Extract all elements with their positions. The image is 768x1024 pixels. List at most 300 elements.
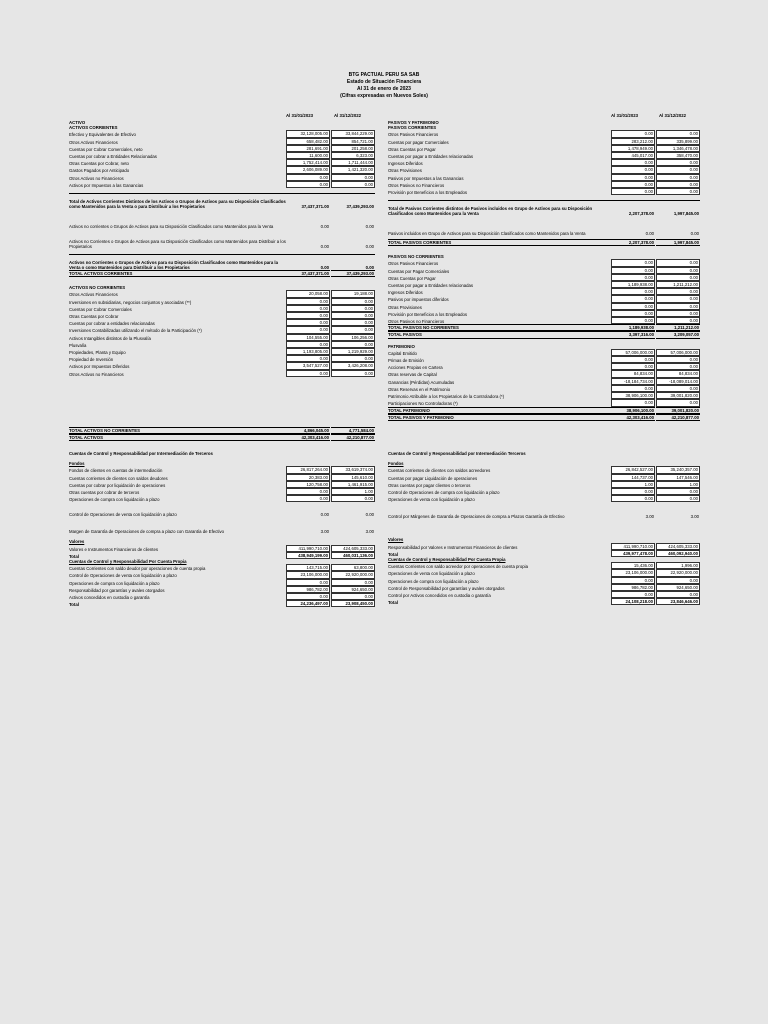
table-row [388, 495, 700, 502]
row-label: Fondos de clientes en cuentas de intermediación [69, 468, 163, 474]
section-pasivos-corrientes: PASIVOS CORRIENTES [388, 125, 437, 131]
value-2023: 0.00 [286, 298, 330, 305]
value-2022: 0.00 [656, 259, 700, 266]
table-row [388, 281, 700, 288]
value-2023: 3.00 [320, 529, 329, 535]
memo-right-valores-row [388, 543, 700, 550]
row-label: Total de Activos Corrientes Distintos de los Activos o Grupos de Activos para su Disposición Clasificados como Mantenidos para la Venta o para Distribuir a los Propietarios [69, 198, 286, 209]
memo-right-margen [388, 507, 700, 519]
row-label: Propiedad de Inversión [69, 357, 114, 363]
value-2023: 144,737.00 [611, 474, 655, 481]
value-2023: 38,906,100.00 [611, 392, 655, 399]
value-2022: 0.00 [656, 303, 700, 310]
value-2022: 335,899.00 [656, 138, 700, 145]
row-label: Otras Cuentas por Pagar [388, 146, 436, 152]
value-2022: 0.00 [365, 243, 374, 249]
value-2022: 0.00 [656, 166, 700, 173]
value-2023: 0.00 [611, 495, 655, 502]
table-row [69, 130, 375, 137]
value-2023: 2,207,378.00 [611, 239, 655, 246]
table-row [69, 138, 375, 145]
value-2023: 0.00 [611, 259, 655, 266]
value-2022: 19,188.00 [331, 290, 375, 297]
row-label: Propiedades, Planta y Equipo [69, 350, 126, 356]
value-2022: 3.00 [690, 514, 699, 520]
value-2022: -18,089,014.00 [656, 378, 700, 385]
table-row [69, 579, 375, 586]
total-pasivos-patrimonio [388, 414, 700, 421]
value-2022: 3.00 [365, 529, 374, 535]
row-label: Operaciones de venta con liquidación a plazo [388, 497, 475, 503]
total-pasivos-distintos [388, 200, 700, 216]
row-label: TOTAL PASIVOS Y PATRIMONIO [388, 414, 611, 421]
row-label: Activos no corrientes o Grupos de Activos para su Disposición Clasificados como Mantenidos para la Venta [69, 223, 274, 229]
table-row [69, 145, 375, 152]
table-row [388, 259, 700, 266]
value-2023: 26,842,527.00 [611, 466, 655, 473]
statement-title: Estado de Situación Financiera [346, 79, 422, 85]
value-2022: 924,650.00 [331, 586, 375, 593]
value-2022: 1.00 [331, 488, 375, 495]
value-2023: 0.00 [611, 130, 655, 137]
row-label: Pasivos por Impuestos a las Ganancias [388, 175, 464, 181]
liabilities-column [388, 120, 700, 421]
value-2023: 2,207,378.00 [628, 211, 654, 217]
table-row [388, 488, 700, 495]
value-2022: 57,006,000.00 [656, 349, 700, 356]
value-2022: 0.00 [331, 355, 375, 362]
row-label: Responsabilidad por garantías y avales otorgados [69, 587, 165, 593]
value-2023: 42,303,416.00 [611, 414, 655, 421]
activos-mantenidos-venta [69, 214, 375, 229]
section-activos-no-corrientes: ACTIVOS NO CORRIENTES [69, 285, 126, 291]
value-2022: 4,771,584.00 [331, 427, 375, 434]
row-label: Operaciones de compra con liquidación a plazo [69, 580, 160, 586]
table-row [69, 290, 375, 297]
value-2022: 0.00 [656, 363, 700, 370]
value-2022: 0.00 [656, 488, 700, 495]
memo-right-propia-list [388, 562, 700, 598]
value-2023: 986,782.00 [286, 586, 330, 593]
row-label: Otras Cuentas por Cobrar [69, 314, 119, 320]
row-label: Activos no Corrientes o Grupos de Activos para su Disposición Clasificados como Mantenidos para la Venta o como Mantenidos para Distribuir a los Propietarios [69, 259, 279, 270]
row-label: Operaciones de venta con liquidación a plazo [388, 571, 475, 577]
total-pasivos [388, 331, 700, 338]
memo-left-control [69, 507, 375, 517]
table-row [69, 319, 375, 326]
row-label: Otros Activos no Financieros [69, 371, 124, 377]
row-label: Cuentas por pagar Liquidación de operaciones [388, 475, 478, 481]
current-liabilities-list [388, 130, 700, 195]
row-label: Cuentas Corrientes con saldo deudor por operaciones de cuenta propia [69, 566, 206, 572]
row-label: Cuentas por pagar a Entidades relacionadas [388, 154, 474, 160]
table-row [69, 370, 375, 377]
value-2023: 0.00 [611, 356, 655, 363]
left-col-head-2023: Al 31/01/2023 [286, 113, 313, 118]
value-2023: 0.00 [286, 495, 330, 502]
value-2022: 145,610.00 [331, 474, 375, 481]
section-activos-corrientes: ACTIVOS CORRIENTES [69, 125, 118, 131]
memo-right-fondos: Fondos [388, 461, 404, 467]
current-assets-list [69, 130, 375, 188]
value-2022: 3,426,208.00 [331, 362, 375, 369]
total-pasivos-corrientes [388, 236, 700, 246]
table-row [388, 481, 700, 488]
value-2023: 37,437,371.00 [286, 270, 330, 277]
activos-mantenidos-distribuir [69, 234, 375, 249]
value-2022: 0.00 [331, 579, 375, 586]
table-row [69, 152, 375, 159]
table-row [388, 310, 700, 317]
company-name: BTG PACTUAL PERU SA SAB [348, 72, 420, 78]
value-2023: 0.00 [286, 355, 330, 362]
currency-note: (Cifras expresadas en Nuevos Soles) [340, 93, 428, 99]
value-2023: 0.00 [611, 591, 655, 598]
value-2023: 658,482.00 [286, 138, 330, 145]
value-2022: 0.00 [331, 305, 375, 312]
value-2022: 1,211,212.00 [656, 281, 700, 288]
row-label: Control de Operaciones de venta con liquidación a plazo [69, 573, 177, 579]
value-2022: 1.00 [656, 481, 700, 488]
row-label: Ingresos Diferidos [388, 290, 423, 296]
value-2023: 2,606,089.00 [286, 166, 330, 173]
value-2022: 0.00 [656, 356, 700, 363]
value-2023: 411,990,710.00 [286, 545, 330, 552]
value-2023: 0.00 [286, 341, 330, 348]
value-2022: 424,605,333.00 [331, 545, 375, 552]
right-col-head-2022: Al 31/12/2022 [659, 113, 686, 118]
value-2023: 0.00 [611, 159, 655, 166]
value-2023: 1,189,938.00 [611, 324, 655, 331]
value-2022: 35,240,357.00 [656, 466, 700, 473]
value-2023: 0.00 [320, 243, 329, 249]
activos-mantenidos-venta-distribuir [69, 254, 375, 270]
value-2022: 106,256.00 [331, 334, 375, 341]
noncurrent-assets-list [69, 290, 375, 376]
row-label: Otras Provisiones [388, 304, 422, 310]
value-2023: 0.00 [611, 577, 655, 584]
value-2023: 0.00 [645, 231, 654, 237]
memo-right-fondos-list [388, 466, 700, 502]
value-2023: 23,106,000.00 [286, 571, 330, 578]
value-2023: 0.00 [286, 319, 330, 326]
total-activos-corrientes [69, 270, 375, 277]
row-label: Total [388, 600, 398, 606]
row-label: Control de Operaciones de venta con liquidación a plazo [69, 512, 177, 518]
table-row [388, 317, 700, 324]
value-2022: 460,031,136.00 [331, 552, 375, 559]
table-row [388, 591, 700, 598]
value-2022: 1,996.00 [656, 562, 700, 569]
value-2023: 0.00 [286, 593, 330, 600]
memo-left-fondos-list [69, 466, 375, 502]
total-activos [69, 434, 375, 441]
value-2023: 411,990,710.00 [611, 543, 655, 550]
value-2022: 0.00 [365, 223, 374, 229]
value-2023: 1,752,414.00 [286, 159, 330, 166]
value-2023: 0.00 [611, 310, 655, 317]
value-2023: 0.00 [611, 267, 655, 274]
row-label: Total [69, 602, 79, 608]
table-row [69, 166, 375, 173]
value-2023: 0.00 [286, 174, 330, 181]
table-row [69, 159, 375, 166]
value-2023: 438,949,199.00 [286, 552, 330, 559]
value-2023: 0.00 [320, 223, 329, 229]
section-patrimonio: PATRIMONIO [388, 343, 415, 349]
statement-date: Al 31 de enero de 2023 [357, 86, 411, 92]
row-label: Inversiones Contabilizadas utilizando el método de la Participación (*) [69, 328, 202, 334]
value-2023: 143,715.00 [286, 564, 330, 571]
row-label: Otras reservas de Capital [388, 372, 437, 378]
row-label: Otros Activos Financieros [69, 292, 118, 298]
table-row [69, 488, 375, 495]
row-label: Operaciones de compra con liquidación a plazo [388, 578, 479, 584]
value-2022: 0.00 [365, 512, 374, 518]
value-2023: 3,397,316.00 [611, 331, 655, 338]
value-2022: 37,439,293.00 [331, 270, 375, 277]
table-row [388, 188, 700, 195]
row-label: TOTAL ACTIVOS NO CORRIENTES [69, 427, 286, 434]
value-2022: 1,421,320.00 [331, 166, 375, 173]
row-label: Total [69, 553, 79, 559]
value-2022: 0.00 [656, 310, 700, 317]
value-2023: 20,058.00 [286, 290, 330, 297]
value-2022: 0.00 [365, 264, 374, 270]
value-2022: 0.00 [331, 298, 375, 305]
memo-left-propia-list [69, 564, 375, 600]
value-2023: 0.00 [611, 188, 655, 195]
memo-right-valores: Valores [388, 537, 404, 543]
value-2023: 38,906,100.00 [611, 407, 655, 414]
value-2023: 439,977,478.00 [611, 550, 655, 557]
row-label: Activos por Impuestos Diferidos [69, 364, 130, 370]
row-label: Cuentas por cobrar a entidades relacionadas [69, 321, 155, 327]
row-label: Otras Cuentas por Pagar [388, 275, 436, 281]
value-2022: 0.00 [656, 399, 700, 406]
section-pasivos-patrimonio: PASIVOS Y PATRIMONIO [388, 120, 439, 125]
table-row [69, 326, 375, 333]
value-2022: 42,210,877.00 [656, 414, 700, 421]
value-2022: 0.00 [656, 591, 700, 598]
value-2023: 1,478,949.00 [611, 145, 655, 152]
table-row [388, 166, 700, 173]
value-2022: 63,800.00 [331, 564, 375, 571]
value-2023: 0.00 [611, 317, 655, 324]
table-row [388, 584, 700, 591]
table-row [69, 305, 375, 312]
table-row [388, 378, 700, 385]
row-label: Otros Pasivos no Financieros [388, 319, 445, 325]
value-2022: 0.00 [656, 267, 700, 274]
value-2023: 0.00 [611, 181, 655, 188]
memo-left-valores-total [69, 552, 375, 559]
value-2022: 33,619,374.00 [331, 466, 375, 473]
memo-right-propia-total [388, 598, 700, 605]
row-label: Control por Activos concedidos en custodia o garantía [388, 593, 491, 599]
row-label: Valores e Instrumentos Financieros de clientes [69, 546, 159, 552]
row-label: TOTAL PASIVOS CORRIENTES [388, 239, 611, 246]
value-2023: 0.00 [611, 399, 655, 406]
value-2023: 0.00 [611, 295, 655, 302]
table-row [388, 577, 700, 584]
memo-left [69, 451, 375, 607]
table-row [69, 362, 375, 369]
value-2022: 37,439,293.00 [346, 203, 374, 209]
table-row [69, 564, 375, 571]
row-label: Cuentas por pagar Comerciales [388, 139, 449, 145]
row-label: Participaciones No Controladoras (*) [388, 401, 458, 407]
left-col-head-2022: Al 31/12/2022 [334, 113, 361, 118]
value-2023: 104,555.00 [286, 334, 330, 341]
table-row [388, 474, 700, 481]
table-row [388, 267, 700, 274]
row-label: Plusvalía [69, 342, 87, 348]
value-2022: 0.00 [331, 370, 375, 377]
value-2022: 22,920,000.00 [656, 569, 700, 576]
row-label: Inversiones en subsidiarias, negocios conjuntos y asociadas (**) [69, 299, 192, 305]
row-label: Otras Reservas en el Patrimonio [388, 386, 451, 392]
table-row [69, 174, 375, 181]
table-row [388, 349, 700, 356]
value-2023: 23,106,000.00 [611, 569, 655, 576]
value-2023: 0.00 [286, 181, 330, 188]
row-label: Cuentas por Cobrar Comerciales [69, 306, 132, 312]
value-2022: 0.00 [656, 317, 700, 324]
row-label: Activos no Corrientes o Grupos de Activos para su Disposición Clasificados como Mantenidos para Distribuir a los Propietarios [69, 238, 286, 249]
total-pasivos-no-corrientes [388, 324, 700, 331]
value-2023: 42,303,416.00 [286, 434, 330, 441]
row-label: Control por Márgenes de Garantía de Operaciones de compra a Plazos Garantía de Efectivo [388, 514, 565, 520]
memo-left-valores-row [69, 545, 375, 552]
row-label: Cuentas Corrientes con saldo acreedor por operaciones de cuenta propia [388, 564, 528, 570]
table-row [388, 152, 700, 159]
table-row [69, 348, 375, 355]
value-2022: 0.00 [656, 174, 700, 181]
value-2022: 0.00 [331, 495, 375, 502]
value-2023: 0.00 [286, 305, 330, 312]
value-2022: 0.00 [656, 288, 700, 295]
table-row [388, 130, 700, 137]
value-2022: 0.00 [331, 341, 375, 348]
value-2022: 1,346,478.00 [656, 145, 700, 152]
value-2022: 854,721.00 [331, 138, 375, 145]
row-label: Provisión por Beneficios a los Empleados [388, 311, 468, 317]
table-row [69, 341, 375, 348]
value-2022: 84,834.00 [656, 370, 700, 377]
value-2023: 15,436.00 [611, 562, 655, 569]
table-row [388, 159, 700, 166]
row-label: Capital Emitido [388, 350, 417, 356]
value-2023: 0.00 [611, 363, 655, 370]
total-activos-no-corrientes [69, 427, 375, 434]
table-row [69, 481, 375, 488]
row-label: Provisión por Beneficios a los Empleados [388, 190, 468, 196]
memo-right-propia-title: Cuentas de Control y Responsabilidad Por Cuenta Propia [388, 557, 506, 563]
value-2023: 0.00 [286, 312, 330, 319]
assets-totals [69, 427, 375, 441]
value-2022: 42,210,877.00 [331, 434, 375, 441]
row-label: Pasivos incluidos en Grupo de Activos para su Disposición Clasificados como Mantenidos para la Venta [388, 231, 586, 237]
value-2022: 460,092,940.00 [656, 550, 700, 557]
value-2023: 0.00 [320, 264, 329, 270]
value-2023: 0.00 [286, 488, 330, 495]
value-2022: 1,211,212.00 [656, 324, 700, 331]
value-2023: 57,006,000.00 [611, 349, 655, 356]
pasivos-incluidos-grupo [388, 221, 700, 236]
row-label: Efectivo y Equivalentes de Efectivo [69, 132, 136, 138]
value-2022: 0.00 [656, 295, 700, 302]
value-2022: 0.00 [331, 312, 375, 319]
value-2023: 986,782.00 [611, 584, 655, 591]
row-label: Otras cuentas por cobrar de terceros [69, 490, 140, 496]
memo-left-margen [69, 522, 375, 534]
row-label: Total de Pasivos Corrientes distintos de Pasivos incluidos en Grupo de Activos para su Disposición Clasificados como Mantenidos para la Venta [388, 205, 593, 217]
value-2023: 281,691.00 [286, 145, 330, 152]
value-2022: 0.00 [331, 326, 375, 333]
value-2023: 0.00 [611, 385, 655, 392]
memo-right-valores-total [388, 550, 700, 557]
value-2023: 0.00 [611, 488, 655, 495]
row-label: Cuentas corrientes de clientes con saldos acreedores [388, 468, 491, 474]
equity-list [388, 349, 700, 407]
total-activos-distintos [69, 193, 375, 209]
row-label: Patrimonio Atribuible a los Propietarios de la Controladora (*) [388, 394, 505, 400]
row-label: Cuentas por Cobrar Comerciales, neto [69, 146, 143, 152]
value-2023: 37,437,371.00 [301, 203, 329, 209]
value-2022: 0.00 [656, 130, 700, 137]
table-row [388, 385, 700, 392]
value-2022: 6,323.00 [331, 152, 375, 159]
memo-left-title: Cuentas de Control y Responsabilidad por Intermediación de Terceros [69, 451, 213, 456]
row-label: Cuentas por Pagar Comerciales [388, 268, 450, 274]
table-row [69, 495, 375, 502]
noncurrent-liabilities-list [388, 259, 700, 324]
table-row [69, 474, 375, 481]
value-2023: 3,547,527.00 [286, 362, 330, 369]
value-2023: 0.00 [286, 579, 330, 586]
value-2022: 0.00 [656, 577, 700, 584]
table-row [69, 571, 375, 578]
memo-left-propia-total [69, 600, 375, 607]
value-2022: 424,605,333.00 [656, 543, 700, 550]
table-row [69, 298, 375, 305]
value-2022: 0.00 [331, 174, 375, 181]
table-row [69, 586, 375, 593]
row-label: Cuentas por cobrar a Entidades Relacionadas [69, 154, 157, 160]
row-label: Otras cuentas por pagar clientes o terceros [388, 482, 471, 488]
value-2022: 33,844,229.00 [331, 130, 375, 137]
value-2022: 23,908,450.00 [331, 600, 375, 607]
table-row [69, 181, 375, 188]
table-row [388, 370, 700, 377]
value-2022: 1,997,845.00 [673, 211, 699, 217]
value-2022: 0.00 [656, 188, 700, 195]
row-label: TOTAL PASIVOS NO CORRIENTES [388, 324, 611, 331]
value-2022: 0.00 [656, 495, 700, 502]
value-2023: 11,600.00 [286, 152, 330, 159]
table-row [388, 174, 700, 181]
memo-left-fondos: Fondos [69, 461, 85, 467]
section-activo: ACTIVO [69, 120, 86, 125]
value-2022: 22,920,000.00 [331, 571, 375, 578]
table-row [388, 363, 700, 370]
memo-right-title: Cuentas de Control y Responsabilidad por Intermediación Terceros [388, 451, 526, 456]
row-label: Otros Activos no Financieros [69, 175, 124, 181]
value-2022: 924,650.00 [656, 584, 700, 591]
row-label: Margen de Garantía de Operaciones de compra a plazo con Garantía de Efectivo [69, 529, 225, 535]
table-row [69, 593, 375, 600]
